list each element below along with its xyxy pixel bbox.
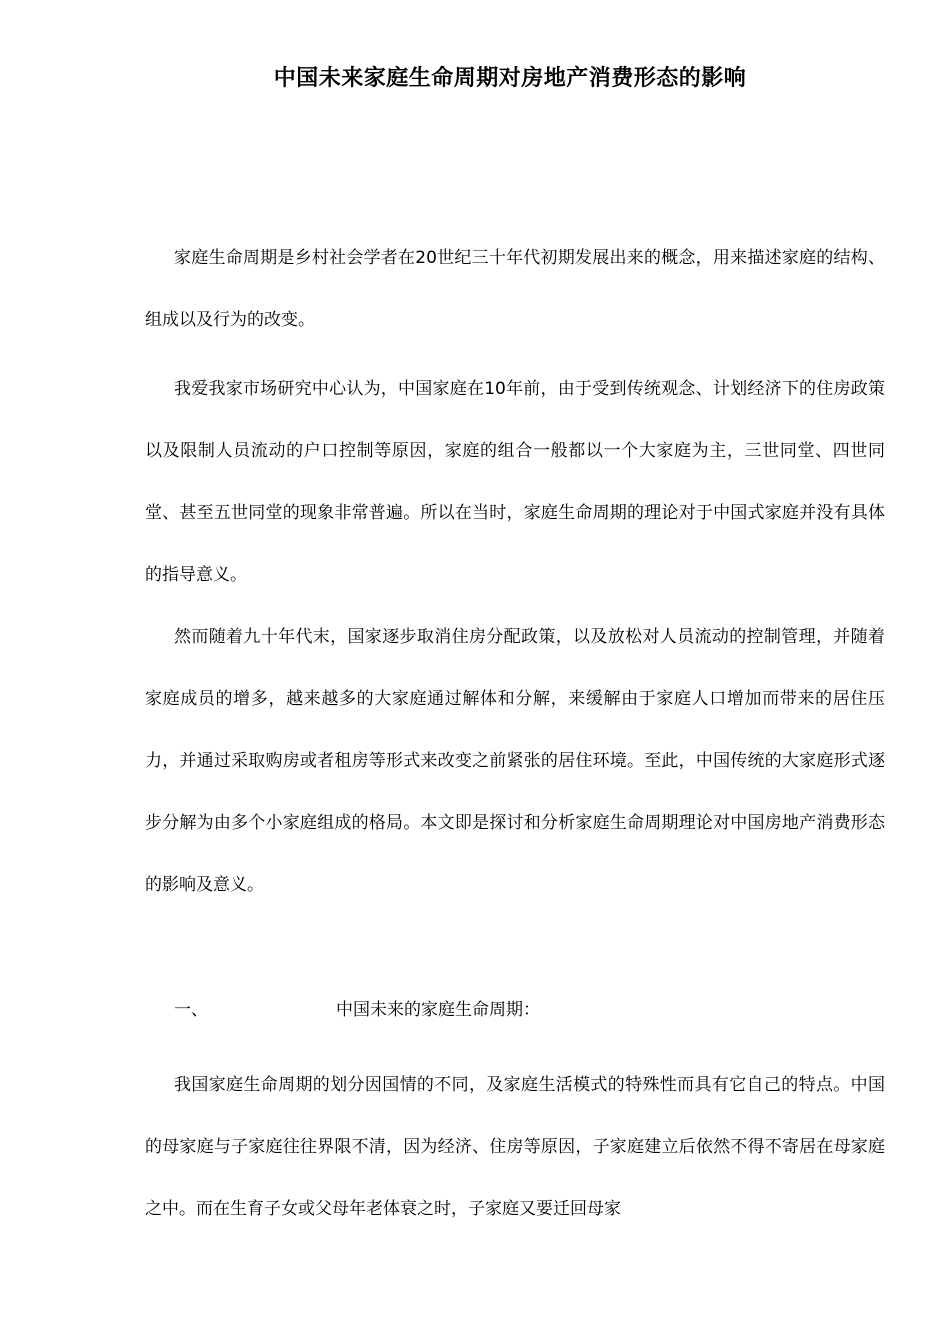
section-heading xyxy=(174,996,540,1024)
section-paragraph: 我国家庭生命周期的划分因国情的不同，及家庭生活模式的特殊性而具有它自己的特点。中国的母家庭与子家庭往往界限不清，因为经济、住房等原因，子家庭建立后依然不得不寄居在母家庭之中。而在生育子女或父母年老体衰之时，子家庭又要迁回母家 xyxy=(145,1075,885,1219)
context-paragraph: 然而随着九十年代末，国家逐步取消住房分配政策，以及放松对人员流动的控制管理，并随着家庭成员的增多，越来越多的大家庭通过解体和分解，来缓解由于家庭人口增加而带来的居住压力，并通过采取购房或者租房等形式来改变之前紧张的居住环境。至此，中国传统的大家庭形式逐步分解为由多个小家庭组成的格局。本文即是探讨和分析家庭生命周期理论对中国房地产消费形态的影响及意义。 xyxy=(145,627,885,895)
background-paragraph: 我爱我家市场研究中心认为，中国家庭在10年前，由于受到传统观念、计划经济下的住房政策以及限制人员流动的户口控制等原因，家庭的组合一般都以一个大家庭为主，三世同堂、四世同堂、甚至五世同堂的现象非常普遍。所以在当时，家庭生命周期的理论对于中国式家庭并没有具体的指导意义。 xyxy=(145,379,885,585)
document-title: 中国未来家庭生命周期对房地产消费形态的影响 xyxy=(273,65,747,91)
section-number: 一、 xyxy=(174,1000,208,1020)
section-heading-text: 中国未来的家庭生命周期： xyxy=(336,1000,540,1020)
intro-paragraph: 家庭生命周期是乡村社会学者在20世纪三十年代初期发展出来的概念，用来描述家庭的结构、组成以及行为的改变。 xyxy=(145,248,885,330)
